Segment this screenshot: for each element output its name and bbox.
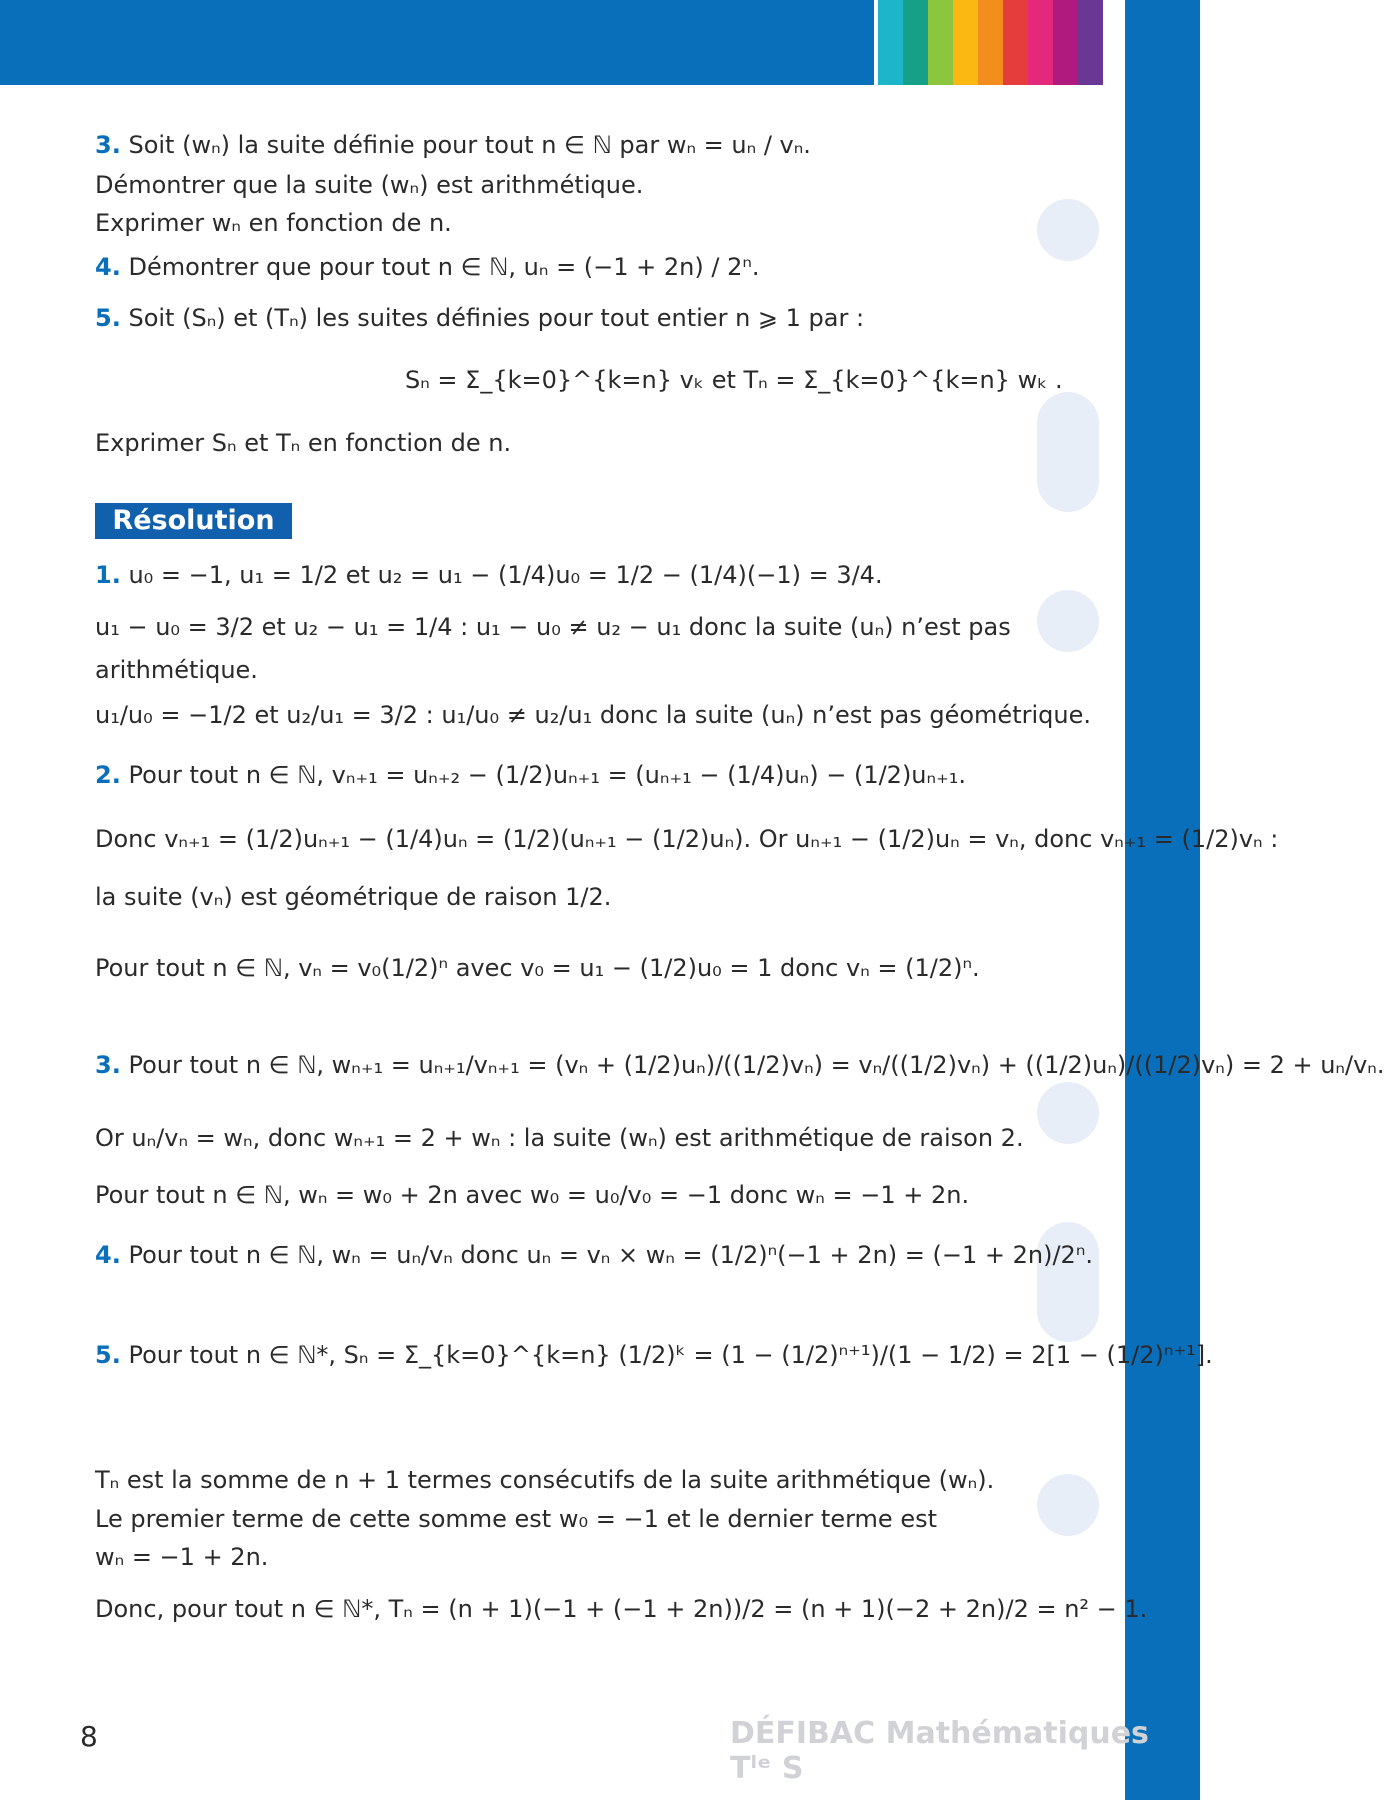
color-stripe xyxy=(903,0,928,85)
resolution-line: Pour tout n ∈ ℕ, vₙ = v₀(1/2)ⁿ avec v₀ = u₁ − (1/2)u₀ = 1 donc vₙ = (1/2)ⁿ. xyxy=(95,954,980,982)
resolution-line: u₁/u₀ = −1/2 et u₂/u₁ = 3/2 : u₁/u₀ ≠ u₂/u₁ donc la suite (uₙ) n’est pas géométrique. xyxy=(95,701,1091,729)
side-band xyxy=(1125,0,1200,1800)
question-line: Exprimer Sₙ et Tₙ en fonction de n. xyxy=(95,429,512,457)
resolution-line: Le premier terme de cette somme est w₀ = −1 et le dernier terme est xyxy=(95,1505,937,1533)
color-stripe xyxy=(1003,0,1028,85)
color-stripe xyxy=(928,0,953,85)
side-tab xyxy=(1037,199,1099,261)
resolution-line: u₁ − u₀ = 3/2 et u₂ − u₁ = 1/4 : u₁ − u₀ ≠ u₂ − u₁ donc la suite (uₙ) n’est pas xyxy=(95,613,1011,641)
question-line: 4. Démontrer que pour tout n ∈ ℕ, uₙ = (−1 + 2n) / 2ⁿ. xyxy=(95,253,760,281)
resolution-line: wₙ = −1 + 2n. xyxy=(95,1543,269,1571)
resolution-line: Or uₙ/vₙ = wₙ, donc wₙ₊₁ = 2 + wₙ : la suite (wₙ) est arithmétique de raison 2. xyxy=(95,1124,1024,1152)
side-tab xyxy=(1037,1082,1099,1144)
color-stripes xyxy=(874,0,1103,85)
color-stripe xyxy=(1078,0,1103,85)
side-tab xyxy=(1037,1474,1099,1536)
resolution-line: Donc, pour tout n ∈ ℕ*, Tₙ = (n + 1)(−1 + (−1 + 2n))/2 = (n + 1)(−2 + 2n)/2 = n² − 1. xyxy=(95,1595,1148,1623)
resolution-line: la suite (vₙ) est géométrique de raison 1/2. xyxy=(95,883,612,911)
color-stripe xyxy=(953,0,978,85)
resolution-line: Tₙ est la somme de n + 1 termes consécutifs de la suite arithmétique (wₙ). xyxy=(95,1466,995,1494)
resolution-line: Donc vₙ₊₁ = (1/2)uₙ₊₁ − (1/4)uₙ = (1/2)(uₙ₊₁ − (1/2)uₙ). Or uₙ₊₁ − (1/2)uₙ = vₙ, donc vₙ₊₁ = (1/2)vₙ : xyxy=(95,825,1279,853)
question-line: Démontrer que la suite (wₙ) est arithmétique. xyxy=(95,171,644,199)
header-band xyxy=(0,0,874,85)
color-stripe xyxy=(1053,0,1078,85)
side-tab xyxy=(1037,392,1099,512)
brand-logo: DÉFIBAC Mathématiques Tˡᵉ S xyxy=(730,1716,1149,1786)
question-line: 3. Soit (wₙ) la suite définie pour tout n ∈ ℕ par wₙ = uₙ / vₙ. xyxy=(95,131,811,159)
color-stripe xyxy=(1028,0,1053,85)
resolution-line: 4. Pour tout n ∈ ℕ, wₙ = uₙ/vₙ donc uₙ = vₙ × wₙ = (1/2)ⁿ(−1 + 2n) = (−1 + 2n)/2ⁿ. xyxy=(95,1241,1094,1269)
resolution-line: 1. u₀ = −1, u₁ = 1/2 et u₂ = u₁ − (1/4)u₀ = 1/2 − (1/4)(−1) = 3/4. xyxy=(95,561,883,589)
resolution-line: 2. Pour tout n ∈ ℕ, vₙ₊₁ = uₙ₊₂ − (1/2)uₙ₊₁ = (uₙ₊₁ − (1/4)uₙ) − (1/2)uₙ₊₁. xyxy=(95,761,966,789)
side-tab xyxy=(1037,590,1099,652)
color-stripe xyxy=(978,0,1003,85)
page-number: 8 xyxy=(80,1720,98,1753)
question-line: 5. Soit (Sₙ) et (Tₙ) les suites définies pour tout entier n ⩾ 1 par : xyxy=(95,304,865,332)
resolution-line: arithmétique. xyxy=(95,656,258,684)
color-stripe xyxy=(878,0,903,85)
question-line: Exprimer wₙ en fonction de n. xyxy=(95,209,452,237)
resolution-line: 3. Pour tout n ∈ ℕ, wₙ₊₁ = uₙ₊₁/vₙ₊₁ = (vₙ + (1/2)uₙ)/((1/2)vₙ) = vₙ/((1/2)vₙ) + ((1/2)uₙ)/((1/2)vₙ) = 2 + uₙ/vₙ. xyxy=(95,1051,1384,1079)
sum-definitions: Sₙ = Σ_{k=0}^{k=n} vₖ et Tₙ = Σ_{k=0}^{k=n} wₖ . xyxy=(405,366,1063,394)
resolution-line: Pour tout n ∈ ℕ, wₙ = w₀ + 2n avec w₀ = u₀/v₀ = −1 donc wₙ = −1 + 2n. xyxy=(95,1181,970,1209)
resolution-title: Résolution xyxy=(95,503,292,539)
resolution-line: 5. Pour tout n ∈ ℕ*, Sₙ = Σ_{k=0}^{k=n} (1/2)ᵏ = (1 − (1/2)ⁿ⁺¹)/(1 − 1/2) = 2[1 − (1/2)ⁿ⁺¹]. xyxy=(95,1341,1213,1369)
